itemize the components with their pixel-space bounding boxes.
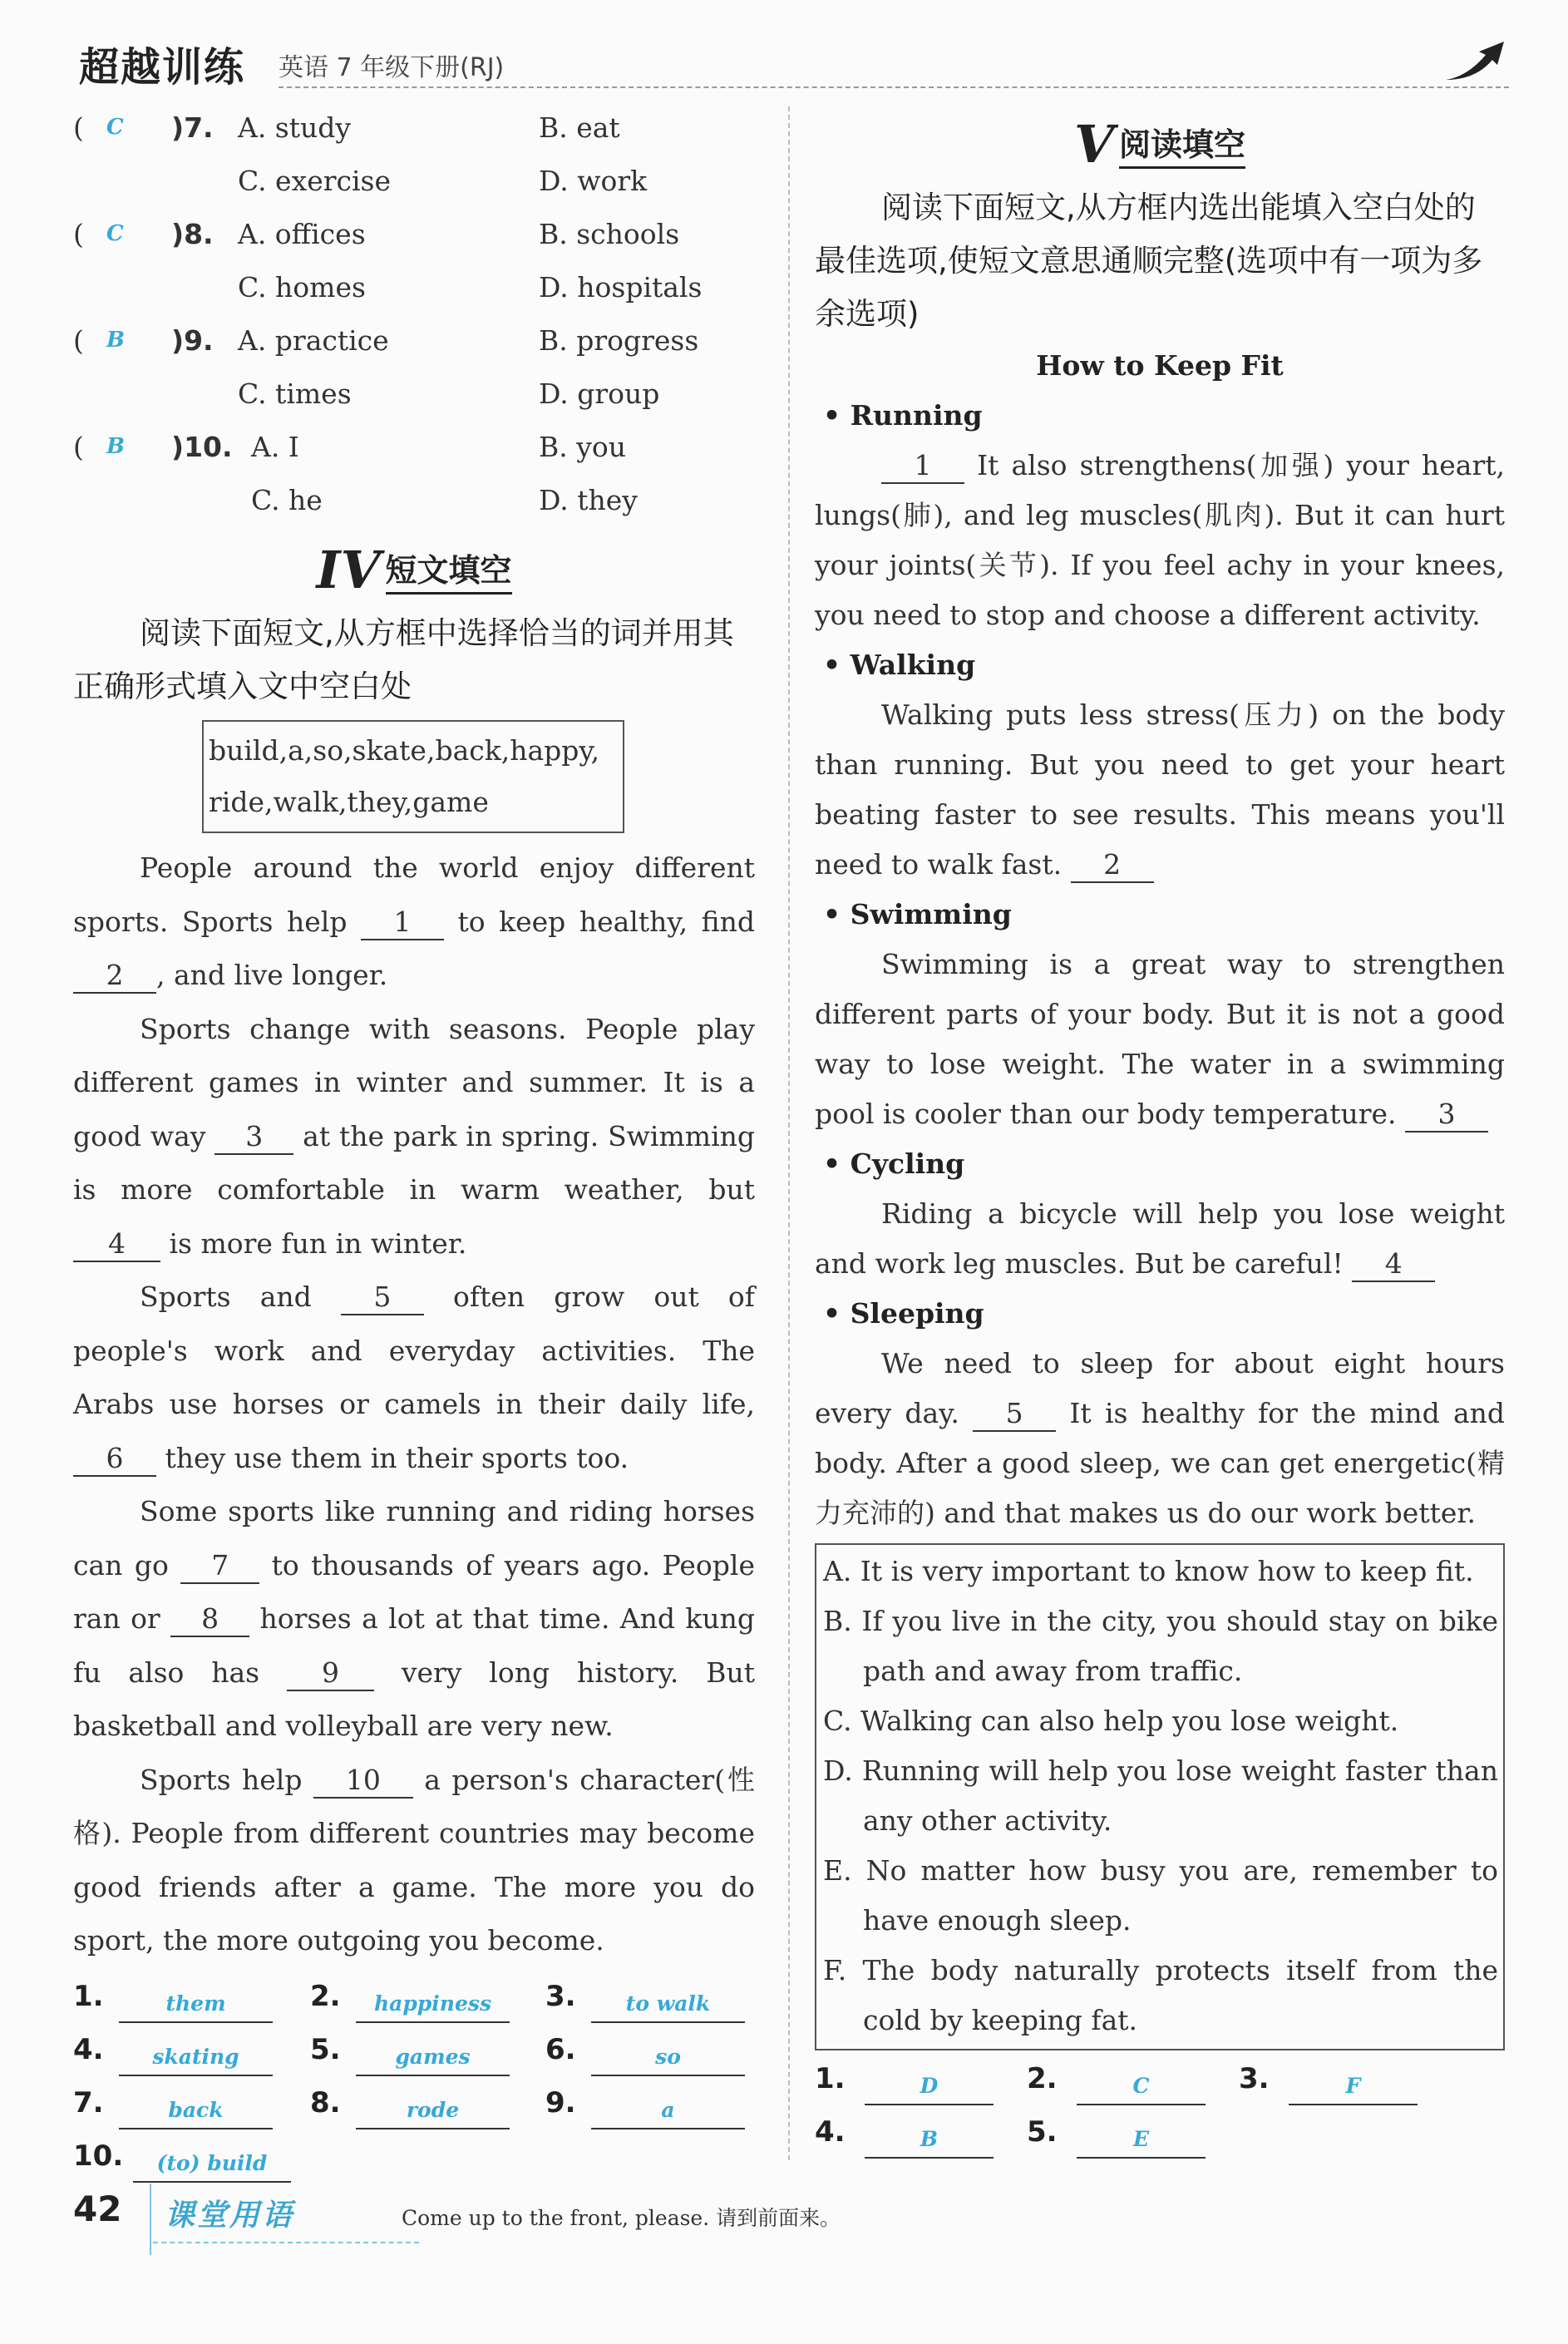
blank: 1	[881, 449, 964, 484]
blank: 3	[214, 1120, 293, 1155]
classroom-phrase-label: 课堂用语	[165, 2198, 295, 2233]
mc-answer: C	[106, 115, 124, 140]
blank: 3	[1405, 1098, 1488, 1133]
section-iv-heading	[73, 532, 755, 607]
option-item: D. Running will help you lose weight faster than any other activity.	[823, 1754, 1498, 1837]
mc-option-d: D. work	[539, 165, 648, 197]
word-box-line: build,a,so,skate,back,happy,	[209, 734, 600, 767]
right-column	[815, 106, 1505, 2164]
blank: 7	[180, 1549, 259, 1584]
answer-number: 7.	[73, 2085, 104, 2119]
subheading-sleeping: • Sleeping	[823, 1297, 984, 1330]
answer-number: 4.	[815, 2115, 846, 2149]
answer-row	[815, 2110, 1505, 2164]
section-title: 短文填空	[386, 545, 512, 595]
answer-value: D	[865, 2072, 994, 2105]
mc-number: )10.	[171, 431, 233, 463]
blank: 10	[313, 1764, 413, 1799]
section-iv-answers	[73, 1975, 755, 2188]
section-number: IV	[316, 539, 381, 600]
mc-answer: B	[106, 328, 125, 353]
mc-option-a: A. offices	[238, 218, 366, 250]
mc-option-a: A. I	[251, 431, 299, 463]
passage-paragraph: Riding a bicycle will help you lose weight and work leg muscles. But be careful! 4	[815, 1189, 1505, 1289]
answer-number: 8.	[310, 2085, 341, 2119]
answer-value: back	[119, 2096, 273, 2129]
mc-question	[73, 426, 755, 479]
cloze-passage	[73, 841, 755, 1968]
mc-question-row2	[73, 479, 755, 532]
page-header	[79, 35, 1509, 93]
book-subtitle: 英语 7 年级下册(RJ)	[279, 53, 505, 82]
mc-option-d: D. group	[539, 378, 660, 410]
mc-number: )9.	[171, 324, 214, 357]
arrow-icon	[1442, 37, 1509, 86]
subheading-running: • Running	[823, 399, 983, 432]
answer-value: E	[1077, 2125, 1206, 2159]
answer-value: happiness	[356, 1990, 510, 2023]
mc-question-row2	[73, 373, 755, 426]
blank: 6	[73, 1442, 156, 1477]
passage-paragraph: Some sports like running and riding horses can go 7 to thousands of years ago. People ran or 8 horses a lot at that time. And kung fu also has 9 very long history. But basketball and volleyball are very new.	[73, 1495, 755, 1742]
word-box-line: ride,walk,they,game	[209, 786, 489, 818]
answer-value: so	[591, 2043, 745, 2076]
answer-number: 5.	[310, 2032, 341, 2066]
option-item: A. It is very important to know how to keep fit.	[823, 1555, 1474, 1587]
answer-row	[815, 2057, 1505, 2110]
section-v-answers	[815, 2057, 1505, 2164]
mc-question	[73, 213, 755, 266]
mc-answer: B	[106, 434, 125, 459]
mc-option-b: B. progress	[539, 324, 699, 357]
passage-paragraph: 1 It also strengthens(加强) your heart, lungs(肺), and leg muscles(肌肉). But it can hurt your joints(关节). If you feel achy in your knees, you need to stop and choose a different activity.	[815, 449, 1505, 631]
blank: 8	[170, 1602, 249, 1637]
mc-option-d: D. they	[539, 484, 638, 516]
answer-value: a	[591, 2096, 745, 2129]
answer-number: 6.	[545, 2032, 576, 2066]
answer-value: B	[865, 2125, 994, 2159]
section-title: 阅读填空	[1119, 119, 1245, 169]
passage-paragraph: Sports help 10 a person's character(性格). People from different countries may become good friends after a game. The more you do sport, the more outgoing you become.	[73, 1763, 755, 1957]
passage-paragraph: Swimming is a great way to strengthen different parts of your body. But it is not a good way to lose weight. The water in a swimming pool is cooler than our body temperature. 3	[815, 940, 1505, 1139]
subheading-walking: • Walking	[823, 649, 976, 681]
answer-value: games	[356, 2043, 510, 2076]
answer-row	[73, 2028, 755, 2081]
mc-question	[73, 106, 755, 160]
blank: 2	[1071, 848, 1154, 883]
answer-number: 10.	[73, 2139, 124, 2173]
answer-value: (to) build	[133, 2149, 291, 2183]
passage-paragraph: Walking puts less stress(压力) on the body than running. But you need to get your heart beating faster to see results. This means you'll need to walk fast. 2	[815, 690, 1505, 890]
passage-title: How to Keep Fit	[1036, 349, 1284, 382]
passage-paragraph: We need to sleep for about eight hours every day. 5 It is healthy for the mind and body. After a good sleep, we can get energetic(精力充沛的) and that makes us do our work better.	[815, 1347, 1505, 1529]
left-column	[73, 106, 755, 2188]
section-v-heading	[815, 106, 1505, 181]
mc-option-b: B. you	[539, 431, 626, 463]
mc-answer: C	[106, 221, 124, 246]
subheading-swimming: • Swimming	[823, 898, 1012, 930]
paren: (	[73, 324, 84, 357]
option-item: F. The body naturally protects itself from the cold by keeping fat.	[823, 1954, 1498, 2036]
mc-option-c: C. he	[251, 484, 323, 516]
footer-divider	[150, 2184, 151, 2255]
answer-number: 4.	[73, 2032, 104, 2066]
answer-value: C	[1077, 2072, 1206, 2105]
section-instruction: 阅读下面短文,从方框内选出能填入空白处的最佳选项,使短文意思通顺完整(选项中有一项为多余选项)	[815, 190, 1483, 332]
column-divider	[788, 106, 790, 2160]
paren: (	[73, 431, 84, 463]
blank: 4	[1352, 1247, 1435, 1282]
answer-value: skating	[119, 2043, 273, 2076]
mc-question-row2	[73, 160, 755, 213]
blank: 9	[287, 1656, 374, 1691]
page-number: 42	[73, 2189, 122, 2229]
mc-option-b: B. eat	[539, 111, 620, 144]
answer-number: 3.	[1239, 2062, 1270, 2095]
classroom-phrase: Come up to the front, please. 请到前面来。	[402, 2206, 841, 2230]
answer-number: 3.	[545, 1979, 576, 2013]
mc-option-a: A. study	[238, 111, 352, 144]
mc-number: )7.	[171, 111, 214, 144]
blank: 5	[973, 1397, 1056, 1432]
subheading-cycling: • Cycling	[823, 1147, 965, 1180]
blank: 4	[73, 1227, 160, 1262]
answer-number: 9.	[545, 2085, 576, 2119]
answer-row	[73, 2081, 755, 2134]
answer-number: 2.	[310, 1979, 341, 2013]
passage-paragraph: Sports and 5 often grow out of people's work and everyday activities. The Arabs use horses or camels in their daily life, 6 they use them in their sports too.	[73, 1271, 755, 1485]
mc-option-a: A. practice	[238, 324, 389, 357]
mc-option-d: D. hospitals	[539, 271, 703, 303]
answer-number: 2.	[1027, 2062, 1058, 2095]
mc-option-c: C. homes	[238, 271, 366, 303]
option-item: E. No matter how busy you are, remember to have enough sleep.	[823, 1854, 1498, 1937]
blank: 1	[361, 906, 444, 940]
word-box	[202, 720, 624, 833]
passage-paragraph: Sports change with seasons. People play different games in winter and summer. It is a good way 3 at the park in spring. Swimming is more comfortable in warm weather, but 4 is more fun in winter.	[73, 1003, 755, 1271]
footer-underline	[153, 2242, 419, 2243]
answer-value: F	[1289, 2072, 1418, 2105]
paren: (	[73, 111, 84, 144]
book-title: 超越训练	[79, 44, 246, 91]
passage-paragraph: People around the world enjoy different sports. Sports help 1 to keep healthy, find 2 , and live longer.	[73, 841, 755, 1003]
mc-question-row2	[73, 266, 755, 319]
mc-question	[73, 319, 755, 373]
mc-option-b: B. schools	[539, 218, 680, 250]
section-number: V	[1073, 113, 1115, 175]
blank: 2	[73, 959, 156, 994]
answer-row	[73, 1975, 755, 2028]
header-divider	[279, 86, 1509, 88]
answer-number: 1.	[815, 2062, 846, 2095]
option-item: C. Walking can also help you lose weight.	[823, 1705, 1399, 1737]
page-footer	[73, 2179, 1503, 2262]
options-box	[815, 1543, 1505, 2050]
option-item: B. If you live in the city, you should stay on bike path and away from traffic.	[823, 1605, 1498, 1687]
answer-value: them	[119, 1990, 273, 2023]
paren: (	[73, 218, 84, 250]
answer-value: rode	[356, 2096, 510, 2129]
answer-number: 1.	[73, 1979, 104, 2013]
blank: 5	[341, 1281, 424, 1315]
section-instruction: 阅读下面短文,从方框中选择恰当的词并用其正确形式填入文中空白处	[73, 615, 734, 704]
mc-number: )8.	[171, 218, 214, 250]
mc-option-c: C. exercise	[238, 165, 391, 197]
mc-option-c: C. times	[238, 378, 352, 410]
answer-number: 5.	[1027, 2115, 1058, 2149]
answer-value: to walk	[591, 1990, 745, 2023]
